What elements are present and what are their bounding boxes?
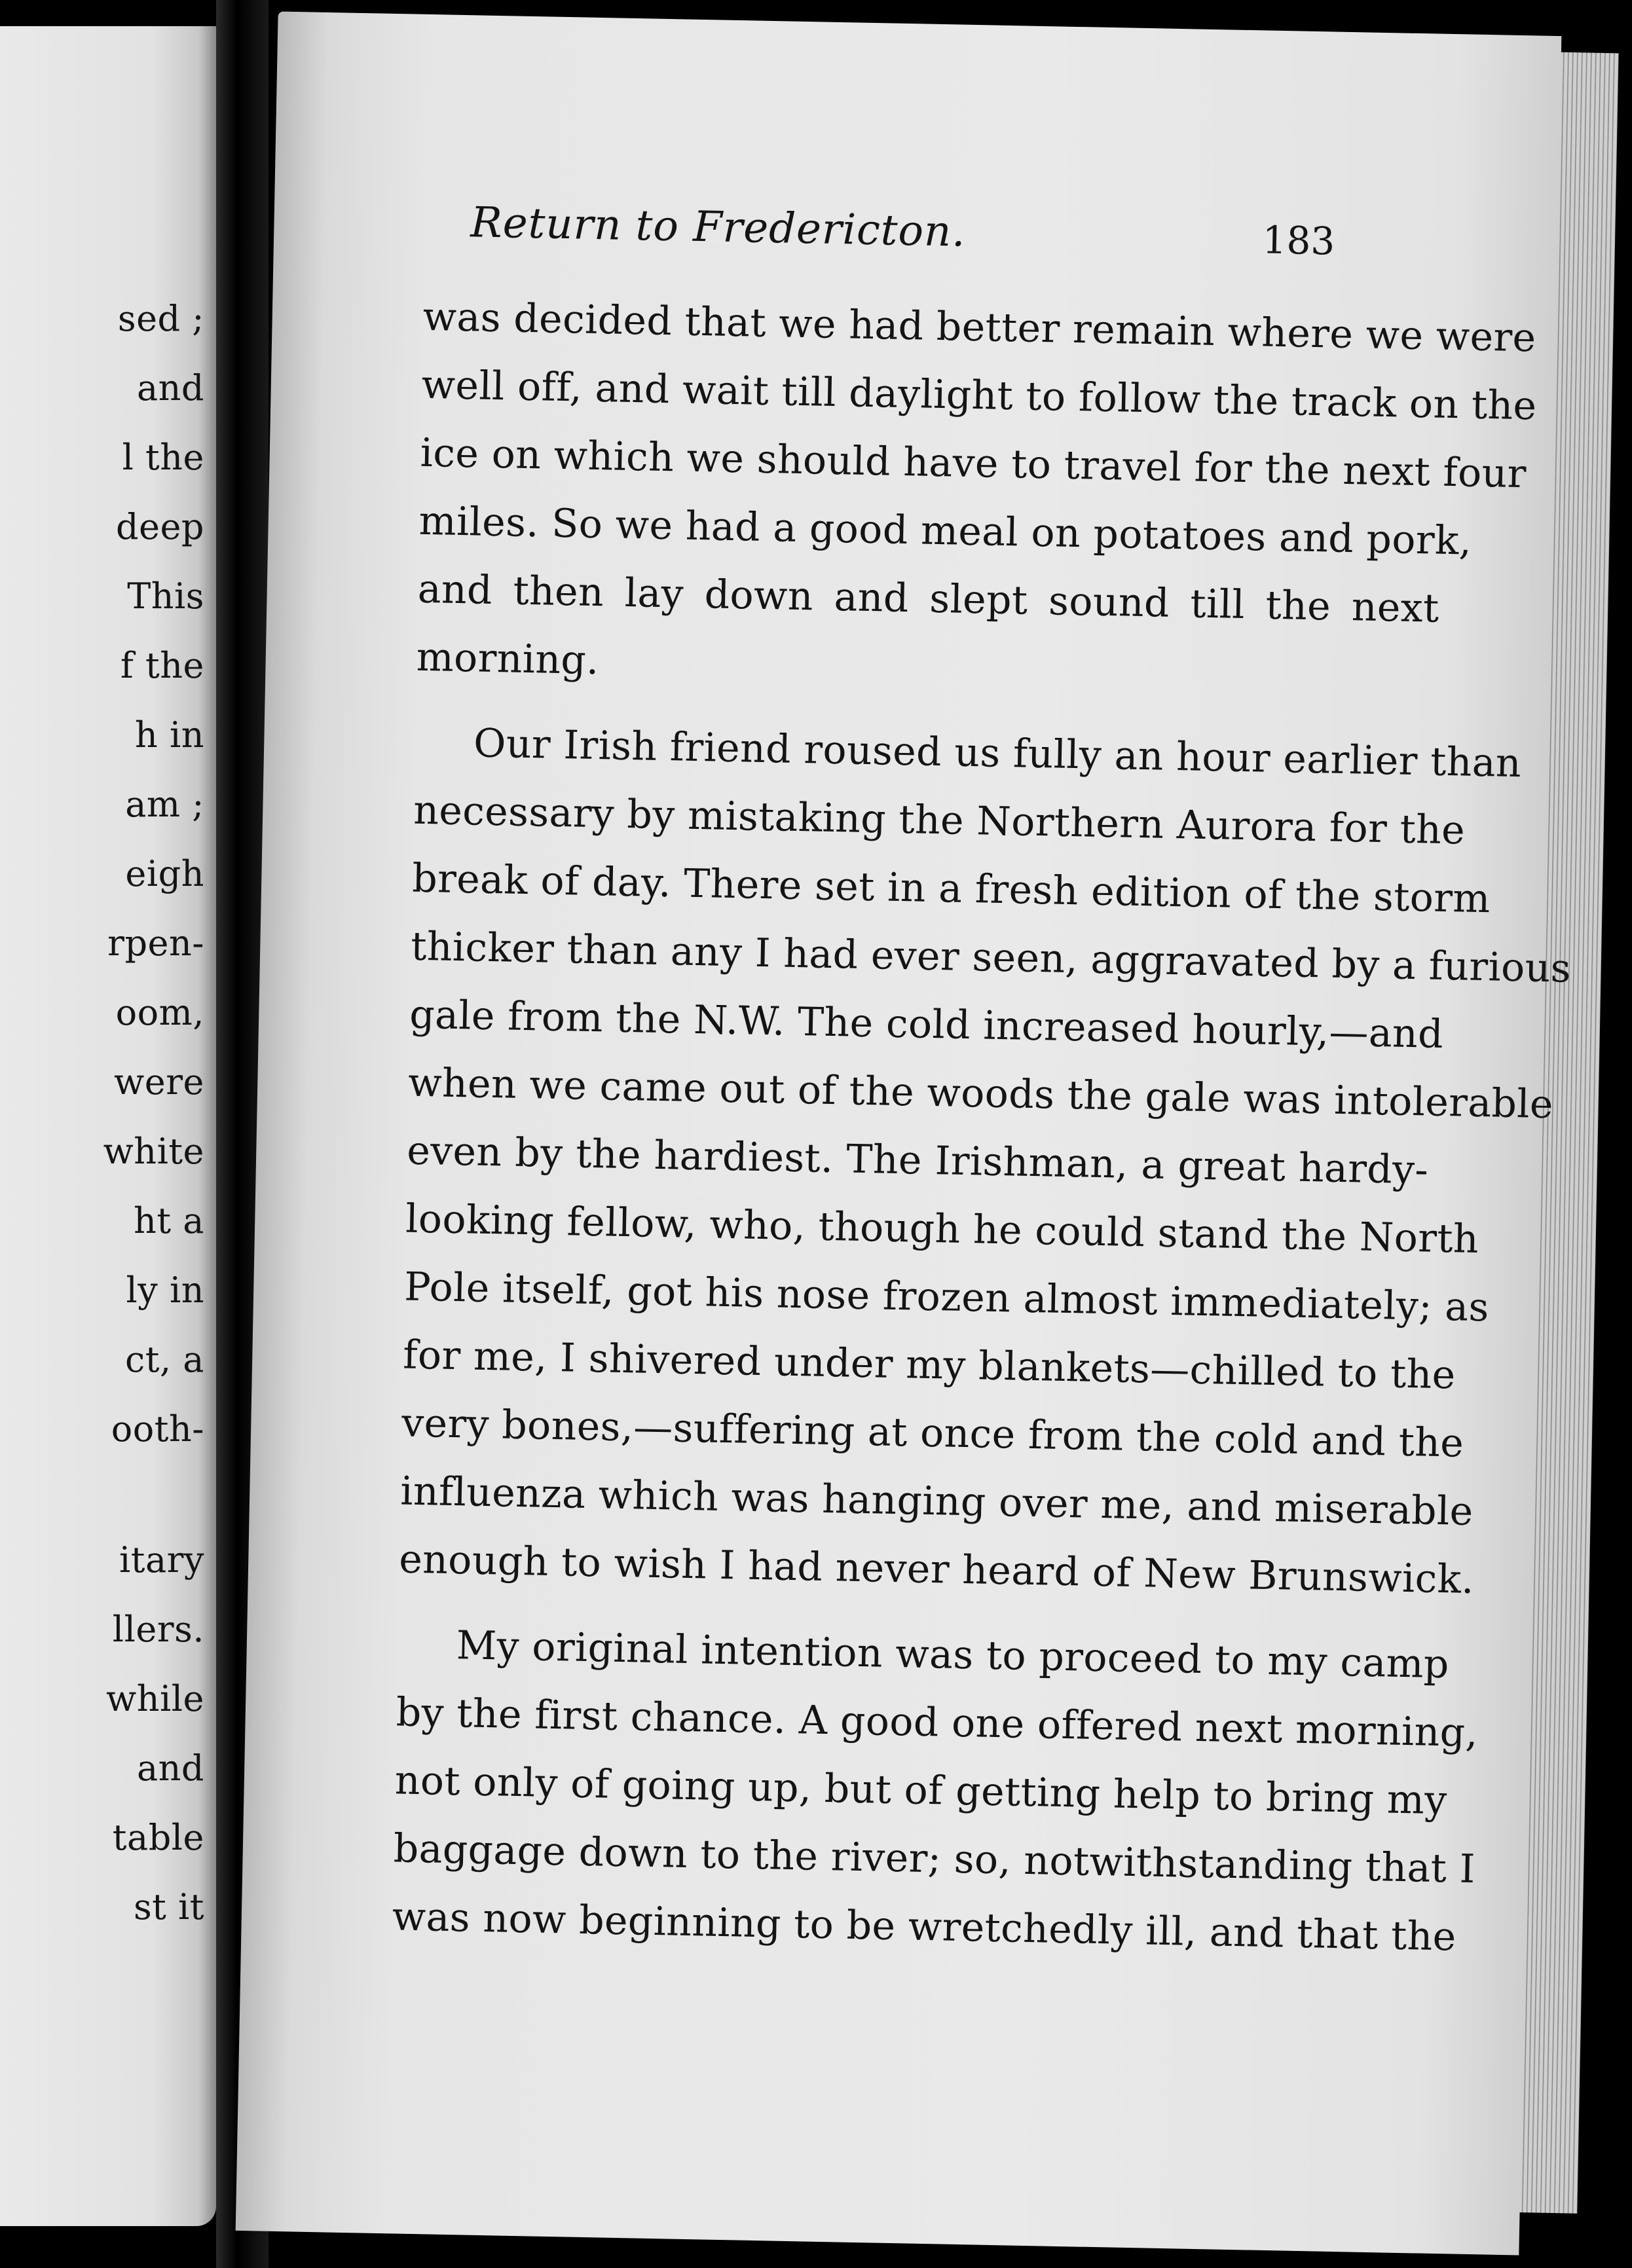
text-line: was decided that we had better remain where we were [422,293,1537,361]
text-line: and then lay down and slept sound till the next [417,566,1440,632]
left-page [0,26,216,2226]
left-page-line: ooth- [111,1408,204,1450]
text-line: well off, and wait till daylight to follow the track on the [421,361,1538,430]
text-line: My original intention was to proceed to my camp [456,1622,1450,1688]
text-line: miles. So we had a good meal on potatoes and pork, [418,498,1472,564]
left-page-line: am ; [125,784,204,825]
left-page-line: This [127,576,204,617]
left-page-line: llers. [112,1609,204,1650]
running-title: Return to Fredericton. [470,198,967,257]
page-number: 183 [1261,217,1335,264]
text-line: for me, I shivered under my blankets—chilled to the [402,1332,1456,1399]
left-page-line: h in [135,714,204,756]
text-line: enough to wish I had never heard of New Brunswick. [398,1536,1475,1603]
left-page-line: itary [119,1539,204,1581]
left-page-line: eigh [125,853,204,894]
text-line: not only of going up, but of getting help to bring my [394,1757,1448,1824]
page-header [470,198,1453,276]
text-line: very bones,—suffering at once from the cold and the [401,1400,1464,1467]
paragraph [392,1610,1479,1970]
text-line: break of day. There set in a fresh edition of the storm [411,855,1491,923]
text-line: ice on which we should have to travel for the next four [420,430,1527,498]
text-line: when we came out of the woods the gale was intolerable [407,1059,1554,1128]
text-line: morning. [416,634,600,684]
paragraph [398,708,1572,1613]
left-page-line: rpen- [107,923,204,964]
left-page-line: ct, a [125,1339,204,1380]
left-page-line: deep [115,506,204,547]
text-line: gale from the N.W. The cold increased hourly,—and [409,991,1444,1057]
text-line: Our Irish friend roused us fully an hour earlier than [473,720,1522,787]
left-page-line: while [106,1678,204,1719]
left-page-line: ly in [126,1270,204,1311]
left-page-line: st it [133,1886,204,1928]
left-page-line: table [112,1817,204,1858]
left-page-line: ht a [134,1200,204,1241]
left-page-line: and [136,1747,204,1789]
left-page-line: oom, [115,992,204,1033]
body-text [392,283,1572,1970]
right-page [236,11,1572,2255]
left-page-line: f the [120,645,204,686]
text-line: by the first chance. A good one offered next morning, [396,1689,1479,1757]
left-page-line: white [103,1131,204,1172]
text-line: influenza which was hanging over me, and miserable [399,1468,1474,1535]
text-line: was now beginning to be wretchedly ill, and that the [392,1893,1457,1960]
text-line: Pole itself, got his nose frozen almost immediately; as [403,1264,1490,1331]
left-page-line: were [114,1061,204,1103]
text-line: necessary by mistaking the Northern Aurora for the [413,787,1466,854]
text-line: baggage down to the river; so, notwithstanding that I [393,1825,1476,1893]
left-page-line: and [136,367,204,409]
text-line: looking fellow, who, though he could stand the North [405,1196,1479,1263]
text-line: even by the hardiest. The Irishman, a great hardy- [406,1127,1429,1194]
paragraph [416,283,1538,711]
text-line: thicker than any I had ever seen, aggravated by a furious [410,923,1572,992]
left-page-line: l the [122,437,204,478]
left-page-line: sed ; [117,298,204,339]
